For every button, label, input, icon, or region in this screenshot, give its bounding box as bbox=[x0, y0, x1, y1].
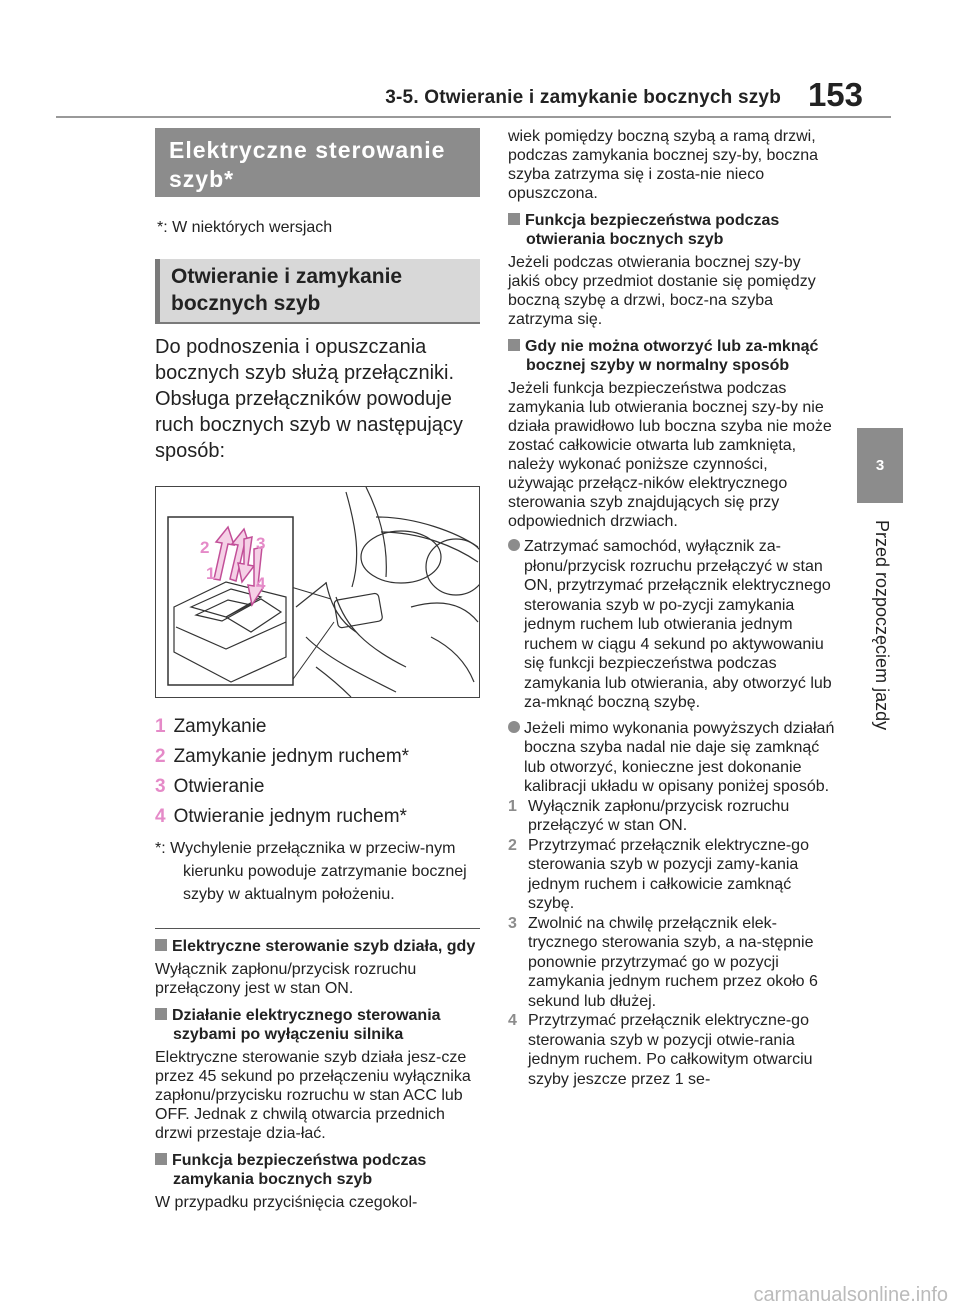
main-heading bbox=[155, 128, 480, 197]
legend-text: Otwieranie jednym ruchem* bbox=[173, 806, 407, 827]
section-title: 3-5. Otwieranie i zamykanie bocznych szyb bbox=[385, 87, 781, 108]
section-heading bbox=[155, 1006, 480, 1044]
availability-footnote: *: W niektórych wersjach bbox=[157, 219, 333, 236]
square-bullet-icon bbox=[155, 1153, 167, 1165]
window-switch-illustration bbox=[155, 486, 480, 698]
section-heading-text: Funkcja bezpieczeństwa podczas otwierania bocznych szyb bbox=[525, 212, 780, 248]
section-heading bbox=[508, 337, 836, 375]
right-column bbox=[508, 127, 836, 1089]
square-bullet-icon bbox=[508, 213, 520, 225]
section-text: W przypadku przyciśnięcia czegokol- bbox=[155, 1194, 418, 1211]
section-heading bbox=[155, 937, 480, 956]
bullet-text: Jeżeli mimo wykonania powyższych działań boczna szyba nadal nie daje się zamknąć lub otworzyć, konieczne jest dokonanie kalibracji układu w opisany poniżej sposób. bbox=[524, 719, 835, 795]
intro-line: sposób: bbox=[155, 440, 226, 462]
legend-list bbox=[155, 712, 480, 832]
step-item bbox=[508, 797, 836, 836]
page-header bbox=[56, 78, 891, 118]
figure-label: 2 bbox=[200, 538, 210, 557]
chapter-title: Przed rozpoczęciem jazdy bbox=[872, 520, 892, 731]
step-number: 3 bbox=[508, 914, 517, 932]
legend-number: 2 bbox=[155, 746, 166, 767]
section-text: Elektryczne sterowanie szyb działa jesz-cze przez 45 sekund po przełączeniu wyłącznika zapłonu/przycisku rozruchu w stan ACC lub OFF. Jednak z chwilą otwarcia przednich drzwi przestaje dzia-łać. bbox=[155, 1049, 471, 1142]
intro-line: Do podnoszenia i opuszczania bbox=[155, 336, 427, 358]
square-bullet-icon bbox=[155, 1008, 167, 1020]
intro-line: ruch bocznych szyb w następujący bbox=[155, 414, 463, 436]
star-note: *: Wychylenie przełącznika w przeciw-nym kierunku powoduje zatrzymanie bocznej szyby w aktualnym położeniu. bbox=[155, 840, 467, 903]
chapter-tab: 3 bbox=[857, 428, 903, 503]
sub-heading bbox=[155, 259, 480, 324]
intro-line: Obsługa przełączników powoduje bbox=[155, 388, 452, 410]
round-bullet-item bbox=[508, 537, 836, 713]
main-heading-line2: szyb* bbox=[169, 166, 235, 192]
illustration-drawing bbox=[156, 487, 479, 697]
figure-label: 3 bbox=[256, 534, 266, 553]
round-bullet-item bbox=[508, 719, 836, 797]
section-text: Jeżeli podczas otwierania bocznej szy-by jakiś obcy przedmiot dostanie się pomiędzy boczną szybę a drzwi, bocz-na szyba zatrzyma się. bbox=[508, 254, 816, 328]
step-text: Przytrzymać przełącznik elektryczne-go sterowania szyb w pozycji otwie-rania jednym ruchem. Po całkowitym otwarciu szyby jeszcze przez 1 se- bbox=[528, 1012, 813, 1088]
header-divider bbox=[56, 116, 891, 118]
round-bullet-icon bbox=[508, 721, 520, 733]
section-divider bbox=[155, 928, 480, 929]
step-number: 2 bbox=[508, 836, 517, 854]
left-column bbox=[155, 128, 480, 1212]
watermark: carmanualsonline.info bbox=[753, 1284, 948, 1306]
section-text: Wyłącznik zapłonu/przycisk rozruchu przełączony jest w stan ON. bbox=[155, 961, 417, 997]
step-text: Przytrzymać przełącznik elektryczne-go sterowania szyb w pozycji zamy-kania jednym ruchem i całkowicie zamknąć szybę. bbox=[528, 836, 809, 912]
continued-text: wiek pomiędzy boczną szybą a ramą drzwi, podczas zamykania bocznej szy-by, boczna szyba zatrzyma się i zosta-nie nieco opuszczona. bbox=[508, 128, 819, 202]
legend-number: 4 bbox=[155, 806, 166, 827]
section-heading bbox=[508, 211, 836, 249]
section-heading-text: Gdy nie można otworzyć lub za-mknąć bocznej szyby w normalny sposób bbox=[525, 338, 819, 374]
step-text: Zwolnić na chwilę przełącznik elek-trycznego sterowania szyb, a na-stępnie ponownie przytrzymać go w pozycji zamykania jednym ruchem przez około 6 sekund lub dłużej. bbox=[528, 914, 818, 1010]
bullet-text: Zatrzymać samochód, wyłącznik za-płonu/przycisk rozruchu przełączyć w stan ON, przytrzymać przełącznik elektrycznego sterowania szyb w po-zycji zamykania jednym ruchem lub otwierania jednym ruchem w ciągu 4 sekund po aktywowaniu się funkcji bezpieczeństwa podczas zamykania lub otwierania, aby otworzyć lub za-mknąć boczną szybę. bbox=[524, 538, 832, 711]
square-bullet-icon bbox=[508, 339, 520, 351]
legend-text: Otwieranie bbox=[173, 776, 265, 797]
section-heading-text: Działanie elektrycznego sterowania szybami po wyłączeniu silnika bbox=[172, 1007, 441, 1043]
sub-heading-line1: Otwieranie i zamykanie bbox=[171, 265, 403, 288]
sub-heading-line2: bocznych szyb bbox=[171, 292, 321, 315]
round-bullet-icon bbox=[508, 539, 520, 551]
legend-text: Zamykanie bbox=[173, 716, 267, 737]
legend-number: 3 bbox=[155, 776, 166, 797]
section-heading-text: Elektryczne sterowanie szyb działa, gdy bbox=[172, 938, 476, 955]
section-heading bbox=[155, 1151, 480, 1189]
legend-item bbox=[155, 742, 480, 772]
legend-number: 1 bbox=[155, 716, 166, 737]
figure-label: 1 bbox=[206, 564, 216, 583]
square-bullet-icon bbox=[155, 939, 167, 951]
section-heading-text: Funkcja bezpieczeństwa podczas zamykania bocznych szyb bbox=[172, 1152, 427, 1188]
step-number: 1 bbox=[508, 797, 517, 815]
page-number: 153 bbox=[807, 76, 863, 113]
legend-item bbox=[155, 712, 480, 742]
legend-item bbox=[155, 802, 480, 832]
step-item bbox=[508, 836, 836, 914]
step-number: 4 bbox=[508, 1012, 517, 1029]
intro-line: bocznych szyb służą przełączniki. bbox=[155, 362, 455, 384]
legend-item bbox=[155, 772, 480, 802]
step-item bbox=[508, 914, 836, 1012]
legend-text: Zamykanie jednym ruchem* bbox=[173, 746, 410, 767]
section-text: Jeżeli funkcja bezpieczeństwa podczas zamykania lub otwierania bocznej szy-by nie działa prawidłowo lub boczna szyba nie może zostać całkowicie otwarta lub zamknięta, należy wykonać poniższe czynności, używając przełącz-ników elektrycznego sterowania szyb znajdujących się przy odpowiednich drzwiach. bbox=[508, 380, 832, 530]
intro-text bbox=[155, 334, 480, 464]
figure-label: 4 bbox=[256, 574, 266, 593]
main-heading-line1: Elektryczne sterowanie bbox=[169, 137, 446, 163]
step-item bbox=[508, 1011, 836, 1089]
step-text: Wyłącznik zapłonu/przycisk rozruchu przełączyć w stan ON. bbox=[528, 797, 790, 834]
